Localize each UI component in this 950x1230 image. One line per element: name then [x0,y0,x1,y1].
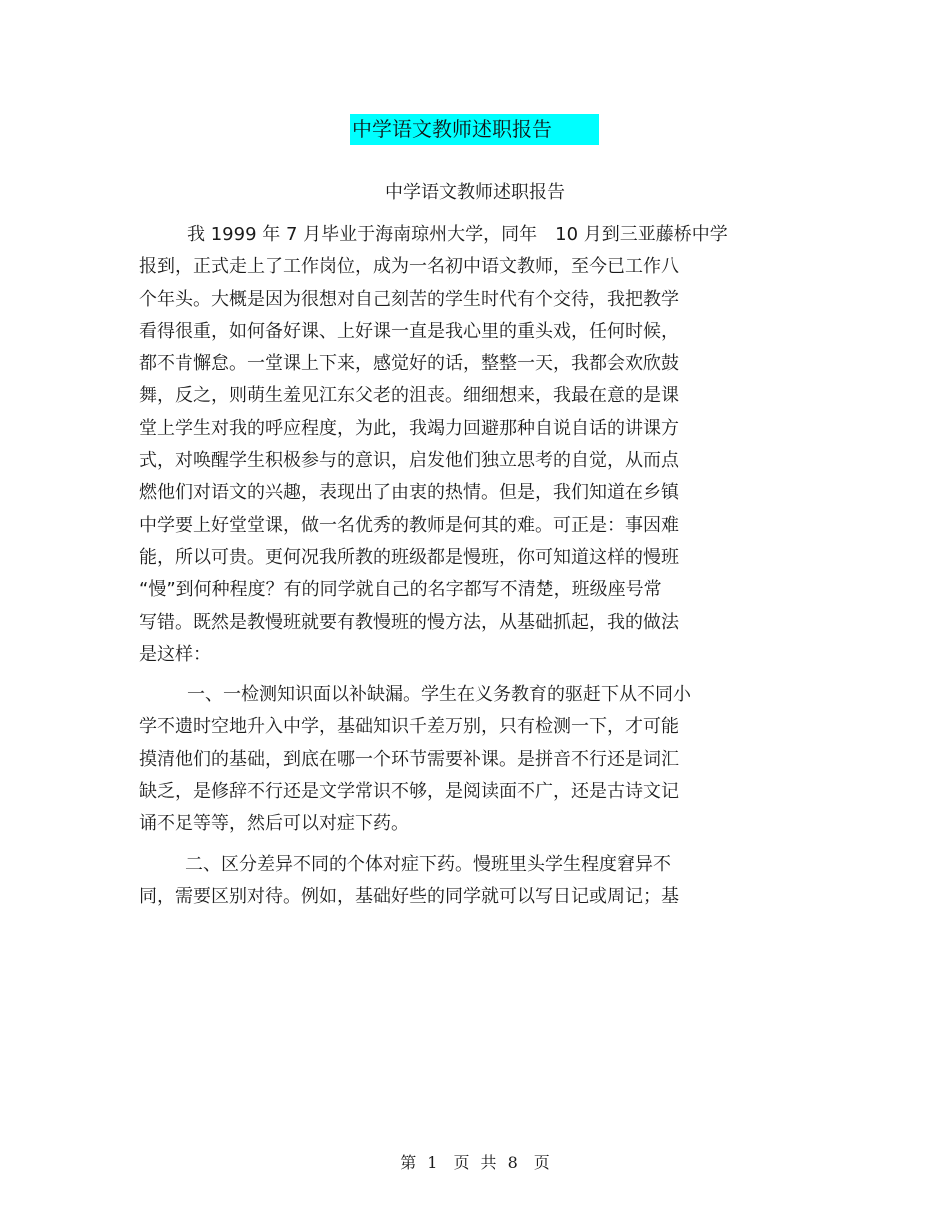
text-line: 个年头。大概是因为很想对自己刻苦的学生时代有个交待，我把教学 [139,288,679,310]
text-line: 堂上学生对我的呼应程度，为此，我竭力回避那种自说自话的讲课方 [139,417,679,439]
text-line: 式，对唤醒学生积极参与的意识，启发他们独立思考的自觉，从而点 [139,450,679,472]
text-line: 我 1999 年 7 月毕业于海南琼州大学，同年 10 月到三亚藤桥中学 [187,224,728,245]
paragraph-3 [139,849,799,914]
text-line: “慢”到何种程度？有的同学就自己的名字都写不清楚，班级座号常 [139,579,662,601]
text-line: 报到，正式走上了工作岗位，成为一名初中语文教师，至今已工作八 [139,256,679,278]
text-line: 二、区分差异不同的个体对症下药。慢班里头学生程度窘异不 [185,853,671,875]
document-body [139,219,799,913]
paragraph-gap [139,671,799,679]
document-subtitle: 中学语文教师述职报告 [385,182,565,203]
text-line: 是这样： [139,643,211,665]
text-line: 能，所以可贵。更何况我所教的班级都是慢班，你可知道这样的慢班 [139,546,679,568]
document-title-highlighted: 中学语文教师述职报告 [350,114,599,145]
text-line: 看得很重，如何备好课、上好课一直是我心里的重头戏，任何时候， [139,320,679,342]
paragraph-gap [139,841,799,849]
text-line: 一、一检测知识面以补缺漏。学生在义务教育的驱赶下从不同小 [187,684,691,706]
paragraph-2 [139,679,799,840]
text-line: 同，需要区别对待。例如，基础好些的同学就可以写日记或周记；基 [139,885,679,907]
text-line: 中学要上好堂堂课，做一名优秀的教师是何其的难。可正是：事因难 [139,514,679,536]
page-number-footer: 第 1 页 共 8 页 [400,1153,550,1172]
text-line: 缺乏，是修辞不行还是文学常识不够，是阅读面不广，还是古诗文记 [139,781,679,803]
text-line: 舞，反之，则萌生羞见江东父老的沮丧。细细想来，我最在意的是课 [139,385,679,407]
text-line: 学不遗时空地升入中学，基础知识千差万别，只有检测一下，才可能 [139,716,679,738]
text-line: 写错。既然是教慢班就要有教慢班的慢方法，从基础抓起，我的做法 [139,611,679,633]
text-line: 都不肯懈怠。一堂课上下来，感觉好的话，整整一天，我都会欢欣鼓 [139,353,679,375]
text-line: 摸清他们的基础，到底在哪一个环节需要补课。是拼音不行还是词汇 [139,748,679,770]
paragraph-1 [139,219,799,671]
text-line: 燃他们对语文的兴趣，表现出了由衷的热情。但是，我们知道在乡镇 [139,482,679,504]
text-line: 诵不足等等，然后可以对症下药。 [139,813,409,835]
